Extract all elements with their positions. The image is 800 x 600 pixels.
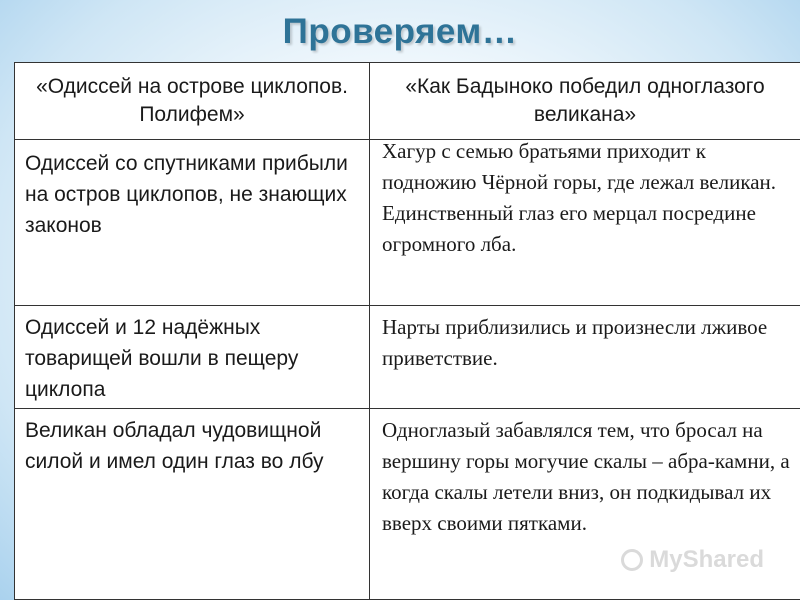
row1-right-text: Хагур с семью братьями приходит к подножию Чёрной горы, где лежал великан. Единственный глаз его мерцал посредине огромного лба. [382, 139, 777, 256]
table-cell-right [370, 306, 800, 409]
row3-right-text: Одноглазый забавлялся тем, что бросал на вершину горы могучие скалы – абра-камни, а когда скалы летели вниз, он подкидывал их вверх своими пятками. [382, 418, 790, 535]
slide-title: Проверяем… [282, 12, 518, 51]
row2-left-text: Одиссей и 12 надёжных товарищей вошли в пещеру циклопа [25, 316, 299, 401]
watermark-text: MyShared [649, 546, 764, 573]
table-cell-left [15, 409, 370, 600]
header-odyssey: «Одиссей на острове циклопов. Полифем» [15, 63, 370, 140]
table-cell-left [15, 140, 370, 306]
myshared-logo-icon [621, 549, 643, 571]
comparison-table [14, 62, 800, 600]
table-row [15, 306, 800, 409]
table-row [15, 140, 800, 306]
watermark [621, 546, 764, 574]
header-badynoko: «Как Бадыноко победил одноглазого великана» [370, 63, 800, 140]
table-cell-right [370, 140, 800, 306]
row3-left-text: Великан обладал чудовищной силой и имел один глаз во лбу [25, 419, 324, 473]
table-header-row [15, 63, 800, 140]
row2-right-text: Нарты приблизились и произнесли лживое приветствие. [382, 315, 768, 370]
row1-left-text: Одиссей со спутниками прибыли на остров циклопов, не знающих законов [25, 152, 348, 237]
table-cell-left [15, 306, 370, 409]
